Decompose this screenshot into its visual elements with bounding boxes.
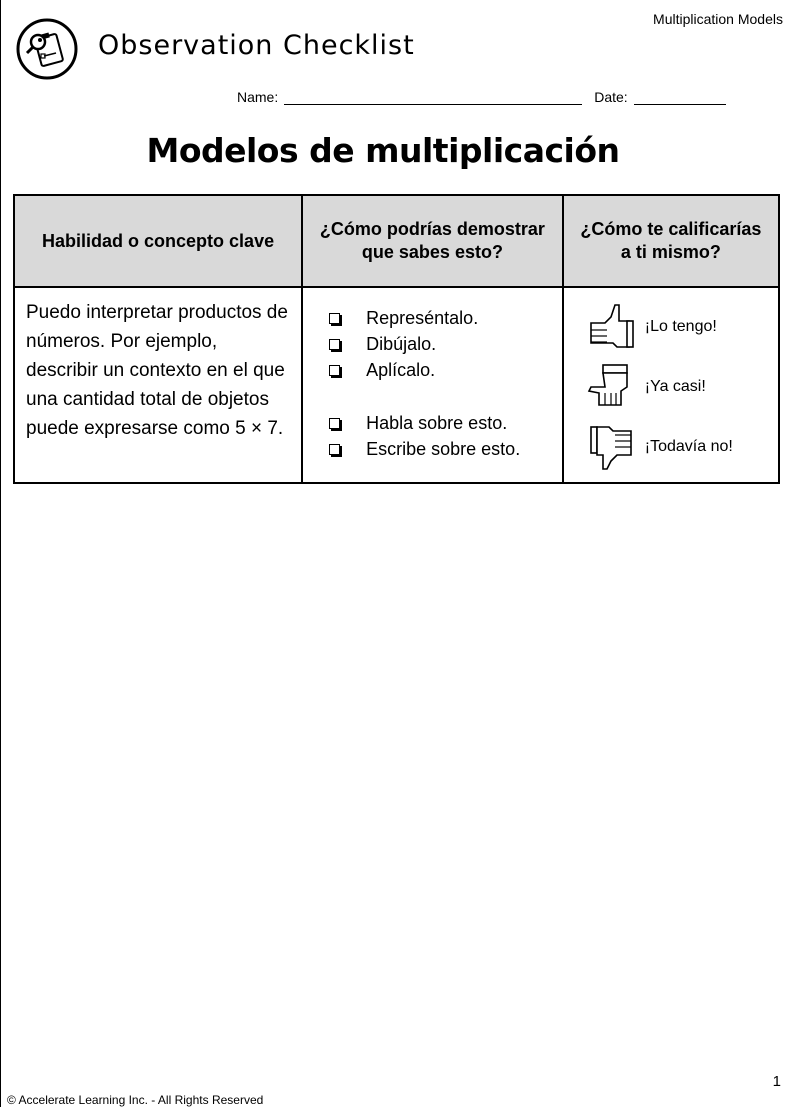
list-item[interactable]: Represéntalo. [329, 305, 561, 331]
list-item[interactable]: Aplícalo. [329, 357, 561, 383]
copyright: © Accelerate Learning Inc. - All Rights Reserved [7, 1093, 264, 1107]
thumbs-down-icon [587, 423, 639, 471]
skill-cell [14, 287, 302, 483]
table-row [14, 287, 779, 483]
table-header-row [14, 195, 779, 287]
rating-almost[interactable]: ¡Ya casi! [587, 357, 777, 417]
name-field[interactable] [284, 90, 582, 105]
unit-label: Multiplication Models [653, 11, 783, 27]
date-label: Date: [594, 89, 628, 105]
rating-cell [563, 287, 779, 483]
demonstrate-cell [302, 287, 563, 483]
header-demonstrate: ¿Cómo podrías demostrar que sabes esto? [302, 195, 563, 287]
rating-not-yet[interactable]: ¡Todavía no! [587, 417, 777, 477]
thumbs-sideways-icon [587, 363, 639, 411]
list-item[interactable]: Habla sobre esto. [329, 410, 561, 436]
checklist-title: Observation Checklist [98, 30, 415, 61]
date-field[interactable] [634, 90, 726, 105]
checkbox[interactable] [329, 418, 340, 429]
checkbox[interactable] [329, 444, 340, 455]
page-title: Modelos de multiplicación [146, 131, 620, 170]
list-item[interactable]: Escribe sobre esto. [329, 436, 561, 462]
page-number: 1 [772, 1073, 781, 1090]
list-item[interactable]: Dibújalo. [329, 331, 561, 357]
observation-table [13, 194, 780, 484]
checkbox[interactable] [329, 313, 340, 324]
checkbox[interactable] [329, 339, 340, 350]
checkbox[interactable] [329, 365, 340, 376]
name-label: Name: [237, 89, 279, 105]
demonstrate-list [304, 289, 561, 462]
thumbs-up-icon [587, 303, 639, 351]
skill-text: Puedo interpretar productos de números. Por ejemplo, describir un contexto en el que una cantidad total de objetos puede expresarse como 5 × 7. [26, 302, 288, 439]
name-date-row [237, 89, 726, 105]
rating-got-it[interactable]: ¡Lo tengo! [587, 297, 777, 357]
magnifier-clipboard-icon [16, 18, 78, 80]
header-skill: Habilidad o concepto clave [14, 195, 302, 287]
header-rating: ¿Cómo te calificarías a ti mismo? [563, 195, 779, 287]
